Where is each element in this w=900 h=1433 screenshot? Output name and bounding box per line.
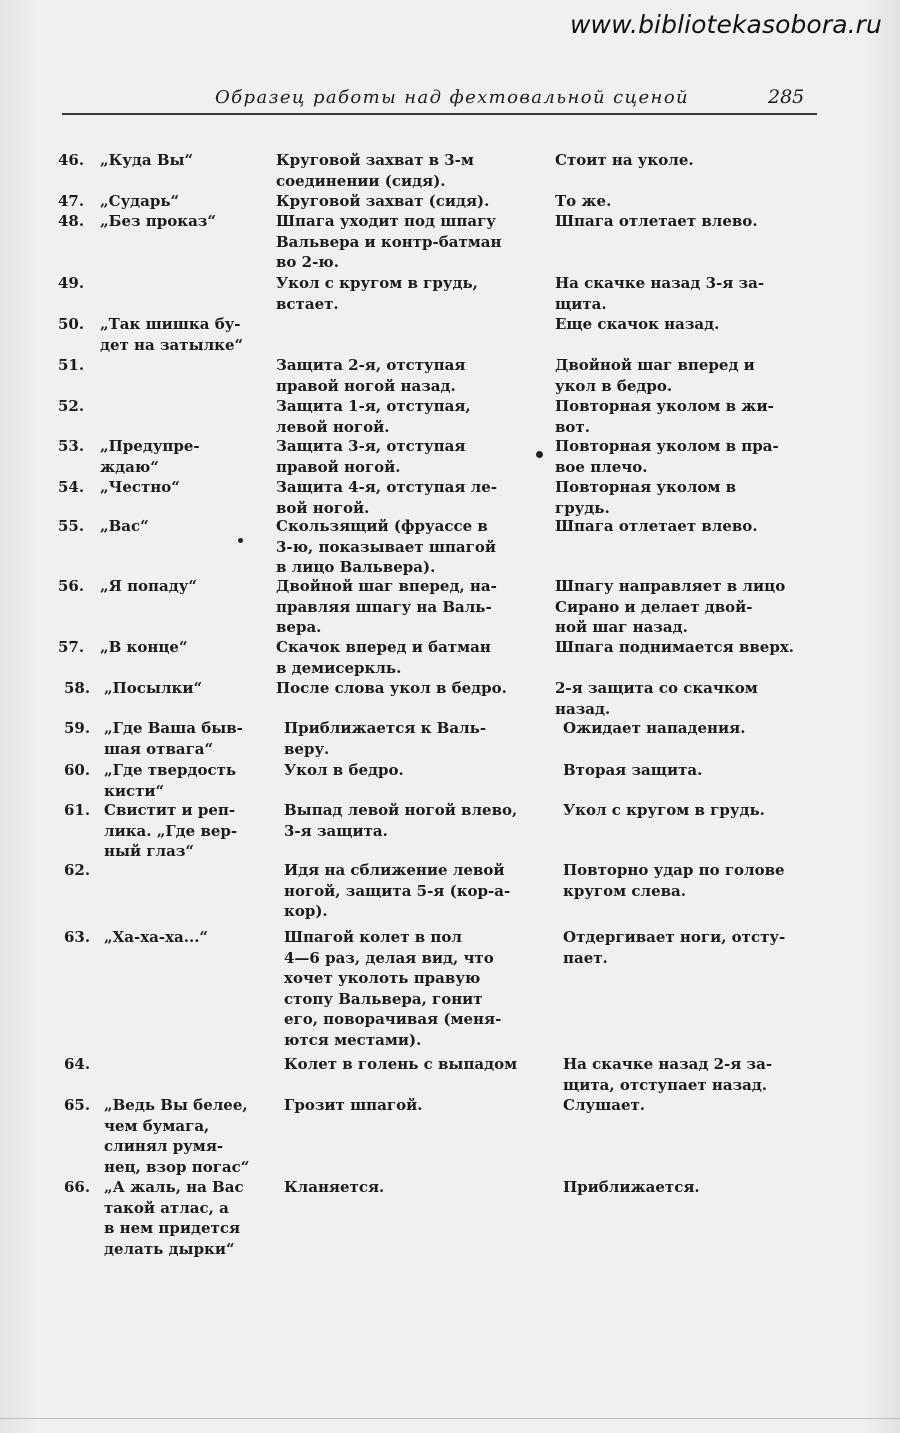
valvert-action: Шпага поднимается вверх. [555, 638, 795, 656]
spoken-line: „Честно“ [100, 478, 180, 496]
page-bottom-edge [0, 1418, 900, 1419]
valvert-action: Слушает. [563, 1096, 646, 1114]
watermark-url: www.bibliotekasobora.ru [570, 10, 882, 39]
print-speck [238, 538, 243, 543]
row-number: 57. [58, 638, 85, 656]
header-rule [62, 113, 817, 115]
cyrano-action: Круговой захват (сидя). [276, 192, 490, 210]
row-number: 49. [58, 274, 85, 292]
valvert-action: Шпага отлетает влево. [555, 517, 758, 535]
row-number: 59. [64, 719, 91, 737]
spoken-line: „Сударь“ [100, 192, 180, 210]
cyrano-action: Колет в голень с выпадом [284, 1055, 518, 1073]
valvert-action: Двойной шаг вперед и укол в бедро. [555, 356, 755, 395]
cyrano-action: Скользящий (фруассе в 3-ю, показывает шпагой в лицо Вальвера). [276, 517, 496, 576]
valvert-action: Повторная уколом в грудь. [555, 478, 737, 517]
valvert-action: Приближается. [563, 1178, 700, 1196]
cyrano-action: Идя на сближение левой ногой, защита 5-я (кор-а- кор). [284, 861, 511, 920]
valvert-action: Стоит на уколе. [555, 151, 694, 169]
spoken-line: „Посылки“ [104, 679, 203, 697]
valvert-action: Повторная уколом в жи- вот. [555, 397, 774, 436]
cyrano-action: Грозит шпагой. [284, 1096, 423, 1114]
page-number: 285 [768, 86, 805, 108]
row-number: 60. [64, 761, 91, 779]
cyrano-action: Круговой захват в 3-м соединении (сидя). [276, 151, 474, 190]
row-number: 62. [64, 861, 91, 879]
spoken-line: „Куда Вы“ [100, 151, 194, 169]
valvert-action: 2-я защита со скачком назад. [555, 679, 758, 718]
cyrano-action: Скачок вперед и батман в демисеркль. [276, 638, 491, 677]
spoken-line: „В конце“ [100, 638, 188, 656]
row-number: 55. [58, 517, 85, 535]
cyrano-action: Защита 2-я, отступая правой ногой назад. [276, 356, 466, 395]
row-number: 52. [58, 397, 85, 415]
cyrano-action: Кланяется. [284, 1178, 385, 1196]
cyrano-action: Двойной шаг вперед, на- правляя шпагу на Валь- вера. [276, 577, 497, 636]
print-speck [536, 451, 543, 458]
cyrano-action: Защита 1-я, отступая, левой ногой. [276, 397, 471, 436]
spoken-line: „Вас“ [100, 517, 149, 535]
cyrano-action: Шпагой колет в пол 4—6 раз, делая вид, что хочет уколоть правую стопу Вальвера, гонит его, поворачивая (меня- ются местами). [284, 928, 502, 1049]
row-number: 47. [58, 192, 85, 210]
valvert-action: Еще скачок назад. [555, 315, 720, 333]
valvert-action: Укол с кругом в грудь. [563, 801, 765, 819]
spoken-line: „Без проказ“ [100, 212, 217, 230]
valvert-action: То же. [555, 192, 612, 210]
valvert-action: Шпага отлетает влево. [555, 212, 758, 230]
valvert-action: Ожидает нападения. [563, 719, 746, 737]
cyrano-action: Защита 4-я, отступая ле- вой ногой. [276, 478, 497, 517]
row-number: 63. [64, 928, 91, 946]
valvert-action: Повторно удар по голове кругом слева. [563, 861, 785, 900]
cyrano-action: После слова укол в бедро. [276, 679, 507, 697]
valvert-action: На скачке назад 2-я за- щита, отступает назад. [563, 1055, 773, 1094]
spoken-line: Свистит и реп- лика. „Где вер- ный глаз“ [104, 801, 238, 860]
spoken-line: „Предупре- ждаю“ [100, 437, 200, 476]
valvert-action: Вторая защита. [563, 761, 703, 779]
spoken-line: „Так шишка бу- дет на затылке“ [100, 315, 244, 354]
spoken-line: „Где Ваша быв- шая отвага“ [104, 719, 243, 758]
row-number: 61. [64, 801, 91, 819]
cyrano-action: Приближается к Валь- веру. [284, 719, 487, 758]
valvert-action: Повторная уколом в пра- вое плечо. [555, 437, 779, 476]
spoken-line: „Ведь Вы белее, чем бумага, слинял румя- нец, взор погас“ [104, 1096, 250, 1176]
row-number: 51. [58, 356, 85, 374]
row-number: 66. [64, 1178, 91, 1196]
cyrano-action: Выпад левой ногой влево, 3-я защита. [284, 801, 518, 840]
spoken-line: „Где твердость кисти“ [104, 761, 237, 800]
spoken-line: „А жаль, на Вас такой атлас, а в нем придется делать дырки“ [104, 1178, 244, 1258]
row-number: 50. [58, 315, 85, 333]
cyrano-action: Укол с кругом в грудь, встает. [276, 274, 478, 313]
row-number: 54. [58, 478, 85, 496]
row-number: 65. [64, 1096, 91, 1114]
row-number: 46. [58, 151, 85, 169]
spoken-line: „Ха-ха-ха...“ [104, 928, 209, 946]
cyrano-action: Защита 3-я, отступая правой ногой. [276, 437, 466, 476]
row-number: 56. [58, 577, 85, 595]
valvert-action: Отдергивает ноги, отсту- пает. [563, 928, 786, 967]
row-number: 53. [58, 437, 85, 455]
cyrano-action: Шпага уходит под шпагу Вальвера и контр-батман во 2-ю. [276, 212, 502, 271]
spoken-line: „Я попаду“ [100, 577, 197, 595]
valvert-action: На скачке назад 3-я за- щита. [555, 274, 765, 313]
row-number: 58. [64, 679, 91, 697]
running-head-title: Образец работы над фехтовальной сценой [215, 87, 690, 108]
row-number: 48. [58, 212, 85, 230]
row-number: 64. [64, 1055, 91, 1073]
valvert-action: Шпагу направляет в лицо Сирано и делает двой- ной шаг назад. [555, 577, 786, 636]
cyrano-action: Укол в бедро. [284, 761, 404, 779]
